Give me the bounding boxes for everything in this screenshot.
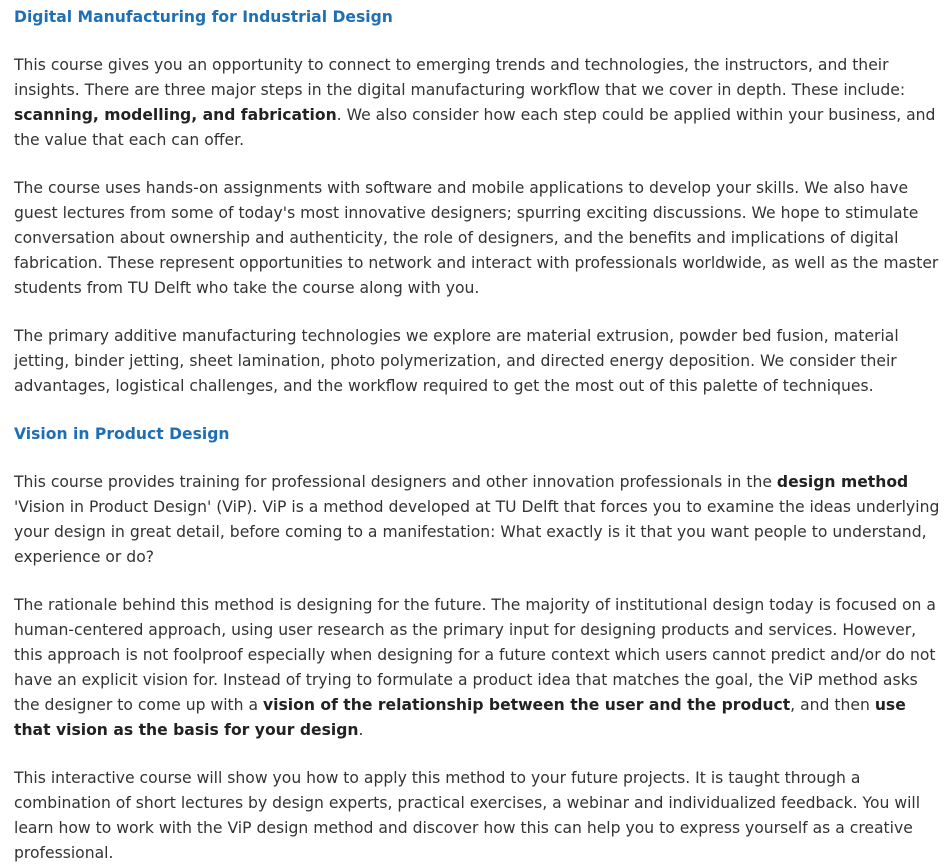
paragraph-text: . <box>358 721 364 739</box>
course-title: Digital Manufacturing for Industrial Design <box>14 8 393 26</box>
paragraph-text: , and then <box>790 696 875 714</box>
paragraph-text: This course provides training for professional designers and other innovation professionals in the <box>14 473 777 491</box>
paragraph-text: 'Vision in Product Design' (ViP). ViP is a method developed at TU Delft that forces you to examine the ideas underlying your design in great detail, before coming to a manifestation: What exactly is it that you want people to understand, experience or do? <box>14 498 940 566</box>
paragraph-bold-text: scanning, modelling, and fabrication <box>14 106 337 124</box>
course-paragraph: The primary additive manufacturing technologies we explore are material extrusion, powder bed fusion, material jetting, binder jetting, sheet lamination, photo polymerization, and directed energy deposition. We consider their advantages, logistical challenges, and the workflow required to get the most out of this palette of techniques. <box>14 327 899 395</box>
course-section-digital-manufacturing <box>14 5 944 399</box>
paragraph-text: This course gives you an opportunity to connect to emerging trends and technologies, the instructors, and their insights. There are three major steps in the digital manufacturing workflow that we cover in depth. These include: <box>14 56 906 99</box>
course-section-vision-in-product-design <box>14 422 944 866</box>
course-paragraph <box>14 53 944 153</box>
paragraph-bold-text: vision of the relationship between the user and the product <box>263 696 791 714</box>
course-title: Vision in Product Design <box>14 425 230 443</box>
course-paragraph: The course uses hands-on assignments with software and mobile applications to develop your skills. We also have guest lectures from some of today's most innovative designers; spurring exciting discussions. We hope to stimulate conversation about ownership and authenticity, the role of designers, and the benefits and implications of digital fabrication. These represent opportunities to network and interact with professionals worldwide, as well as the master students from TU Delft who take the course along with you. <box>14 179 939 297</box>
paragraph-bold-text: use that vision as the basis for your design <box>14 696 906 739</box>
course-paragraph <box>14 470 944 570</box>
paragraph-bold-text: design method <box>776 473 909 491</box>
course-paragraph: This interactive course will show you how to apply this method to your future projects. It is taught through a combination of short lectures by design experts, practical exercises, a webinar and individualized feedback. You will learn how to work with the ViP design method and discover how this can help you to express yourself as a creative professional. <box>14 769 921 862</box>
paragraph-text: The rationale behind this method is designing for the future. The majority of institutional design today is focused on a human-centered approach, using user research as the primary input for designing products and services. However, this approach is not foolproof especially when designing for a future context which users cannot predict and/or do not have an explicit vision for. Instead of trying to formulate a product idea that matches the goal, the ViP method asks the designer to come up with a <box>14 596 936 714</box>
paragraph-text: . We also consider how each step could be applied within your business, and the value that each can offer. <box>14 106 936 149</box>
course-paragraph <box>14 593 944 743</box>
